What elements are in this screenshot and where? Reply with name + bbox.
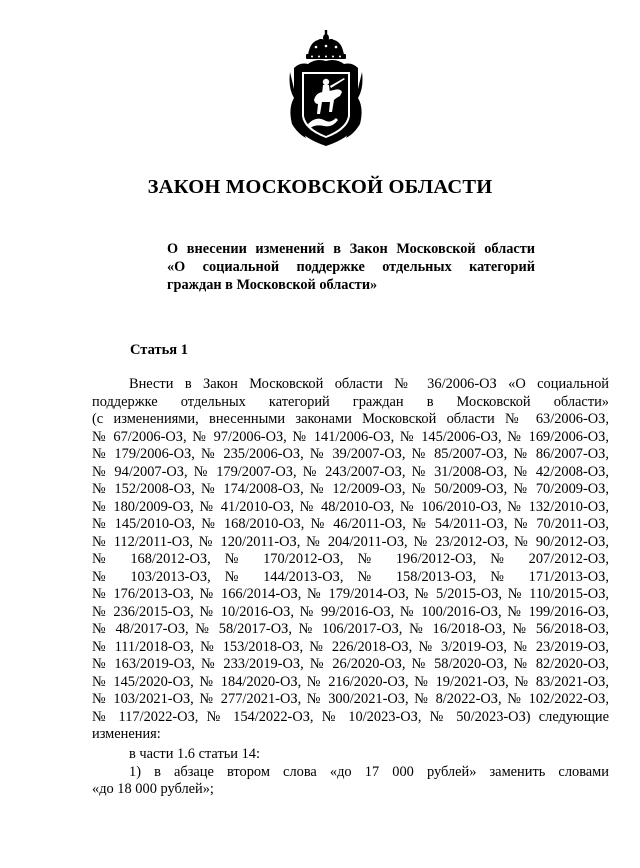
amendment-items	[92, 746, 609, 799]
item-line: 1) в абзаце втором слова «до 17 000 рублей» заменить словами	[129, 763, 609, 780]
body-line: № 103/2013-ОЗ, № 144/2013-ОЗ, № 158/2013-ОЗ, № 171/2013-ОЗ,	[92, 568, 609, 585]
article-body	[92, 376, 609, 744]
body-line: № 48/2017-ОЗ, № 58/2017-ОЗ, № 106/2017-ОЗ, № 16/2018-ОЗ, № 56/2018-ОЗ,	[92, 621, 609, 637]
body-line: № 152/2008-ОЗ, № 174/2008-ОЗ, № 12/2009-ОЗ, № 50/2009-ОЗ, № 70/2009-ОЗ,	[92, 481, 609, 497]
body-line: № 117/2022-ОЗ, № 154/2022-ОЗ, № 10/2023-ОЗ, № 50/2023-ОЗ) следующие	[92, 708, 609, 725]
body-line: № 67/2006-ОЗ, № 97/2006-ОЗ, № 141/2006-ОЗ, № 145/2006-ОЗ, № 169/2006-ОЗ,	[92, 428, 609, 445]
item-line: «до 18 000 рублей»;	[92, 781, 214, 797]
article-heading: Статья 1	[130, 342, 188, 358]
body-line: № 236/2015-ОЗ, № 10/2016-ОЗ, № 99/2016-ОЗ, № 100/2016-ОЗ, № 199/2016-ОЗ,	[92, 603, 609, 620]
subtitle-line: О внесении изменений в Закон Московской области	[167, 241, 535, 257]
body-line: № 176/2013-ОЗ, № 166/2014-ОЗ, № 179/2014-ОЗ, № 5/2015-ОЗ, № 110/2015-ОЗ,	[92, 586, 609, 602]
body-line: изменения:	[92, 726, 161, 742]
body-line: № 94/2007-ОЗ, № 179/2007-ОЗ, № 243/2007-ОЗ, № 31/2008-ОЗ, № 42/2008-ОЗ,	[92, 463, 609, 480]
subtitle-line: «О социальной поддержке отдельных категорий	[167, 259, 535, 275]
item-line: в части 1.6 статьи 14:	[129, 746, 260, 762]
body-line: Внести в Закон Московской области № 36/2006-ОЗ «О социальной	[129, 376, 609, 392]
body-line: № 163/2019-ОЗ, № 233/2019-ОЗ, № 26/2020-ОЗ, № 58/2020-ОЗ, № 82/2020-ОЗ,	[92, 656, 609, 672]
body-line: № 180/2009-ОЗ, № 41/2010-ОЗ, № 48/2010-ОЗ, № 106/2010-ОЗ, № 132/2010-ОЗ,	[92, 498, 609, 515]
body-line: № 145/2010-ОЗ, № 168/2010-ОЗ, № 46/2011-ОЗ, № 54/2011-ОЗ, № 70/2011-ОЗ,	[92, 516, 609, 532]
law-subtitle	[167, 240, 535, 294]
moscow-oblast-coat-of-arms-icon	[286, 28, 366, 150]
law-title: ЗАКОН МОСКОВСКОЙ ОБЛАСТИ	[147, 176, 493, 198]
body-line: № 103/2021-ОЗ, № 277/2021-ОЗ, № 300/2021-ОЗ, № 8/2022-ОЗ, № 102/2022-ОЗ,	[92, 691, 609, 707]
body-line: № 179/2006-ОЗ, № 235/2006-ОЗ, № 39/2007-ОЗ, № 85/2007-ОЗ, № 86/2007-ОЗ,	[92, 446, 609, 462]
body-line: № 145/2020-ОЗ, № 184/2020-ОЗ, № 216/2020-ОЗ, № 19/2021-ОЗ, № 83/2021-ОЗ,	[92, 673, 609, 690]
subtitle-line: граждан в Московской области»	[167, 277, 378, 293]
body-line: № 168/2012-ОЗ, № 170/2012-ОЗ, № 196/2012-ОЗ, № 207/2012-ОЗ,	[92, 551, 609, 567]
body-line: № 112/2011-ОЗ, № 120/2011-ОЗ, № 204/2011-ОЗ, № 23/2012-ОЗ, № 90/2012-ОЗ,	[92, 533, 609, 550]
body-line: поддержке отдельных категорий граждан в Московской области»	[92, 393, 609, 410]
body-line: (с изменениями, внесенными законами Московской области № 63/2006-ОЗ,	[92, 411, 609, 427]
body-line: № 111/2018-ОЗ, № 153/2018-ОЗ, № 226/2018-ОЗ, № 3/2019-ОЗ, № 23/2019-ОЗ,	[92, 638, 609, 655]
